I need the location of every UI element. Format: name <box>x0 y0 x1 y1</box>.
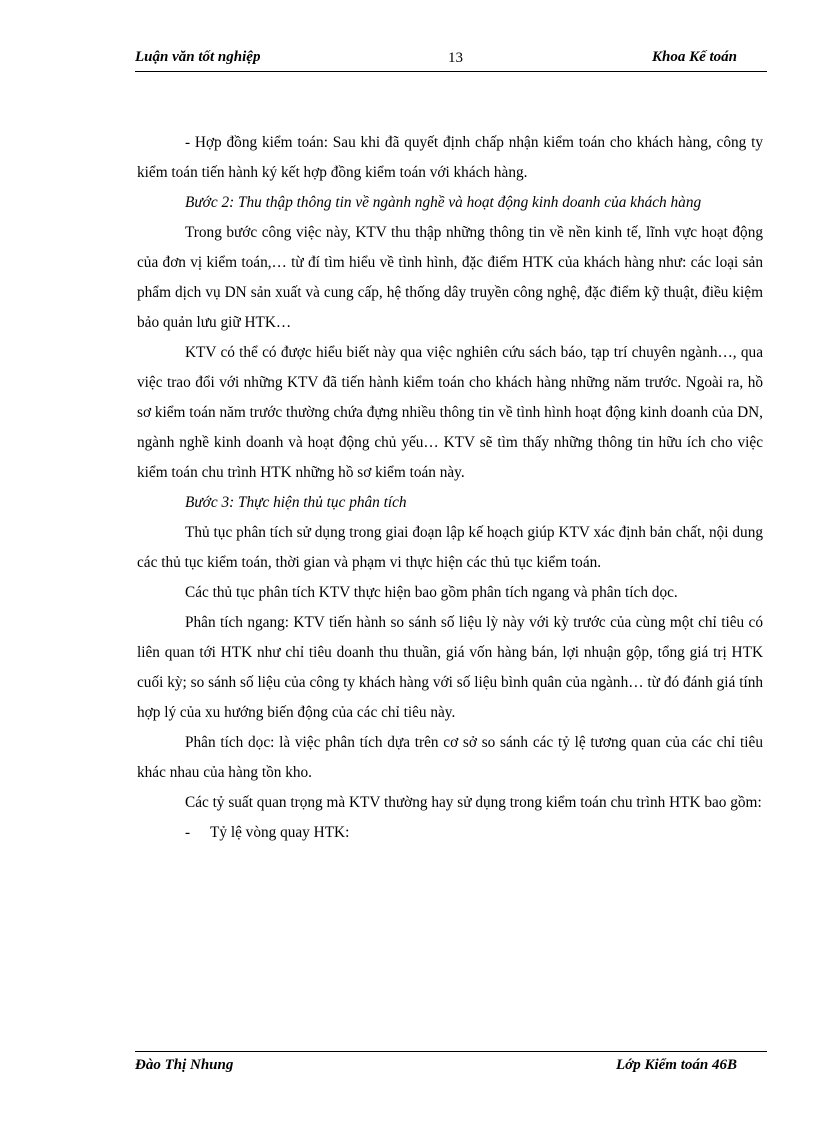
bullet-item <box>137 818 763 848</box>
header-thesis-title: Luận văn tốt nghiệp <box>135 49 261 65</box>
page-footer <box>135 1051 767 1082</box>
step-3-heading: Bước 3: Thực hiện thủ tục phân tích <box>185 494 407 511</box>
paragraph-analysis-purpose: Thủ tục phân tích sử dụng trong giai đoạn lập kế hoạch giúp KTV xác định bản chất, nội dung các thủ tục kiểm toán, thời gian và phạm vi thực hiện các thủ tục kiểm toán. <box>137 524 763 571</box>
footer-class: Lớp Kiểm toán 46B <box>616 1057 737 1073</box>
header-department: Khoa Kế toán <box>651 49 737 65</box>
paragraph-contract: - Hợp đồng kiểm toán: Sau khi đã quyết định chấp nhận kiểm toán cho khách hàng, công ty kiểm toán tiến hành ký kết hợp đồng kiểm toán với khách hàng. <box>137 134 763 181</box>
page-header <box>135 47 767 72</box>
paragraph-ktv-knowledge: KTV có thể có được hiểu biết này qua việc nghiên cứu sách báo, tạp trí chuyên ngành…, qua việc trao đổi với những KTV đã tiến hành kiểm toán cho khách hàng những năm trước. Ngoài ra, hồ sơ kiểm toán năm trước thường chứa đựng nhiều thông tin về tình hình hoạt động kinh doanh của DN, ngành nghề kinh doanh và hoạt động chủ yếu… KTV sẽ tìm thấy những thông tin hữu ích cho việc kiểm toán chu trình HTK những hồ sơ kiểm toán này. <box>137 344 763 481</box>
paragraph-key-ratios: Các tỷ suất quan trọng mà KTV thường hay sử dụng trong kiểm toán chu trình HTK bao gồm: <box>185 794 762 811</box>
paragraph-analysis-types: Các thủ tục phân tích KTV thực hiện bao gồm phân tích ngang và phân tích dọc. <box>185 584 678 601</box>
bullet-text: Tỷ lệ vòng quay HTK: <box>210 824 350 841</box>
bullet-dash: - <box>185 824 191 841</box>
step-2-heading: Bước 2: Thu thập thông tin về ngành nghề và hoạt động kinh doanh của khách hàng <box>185 194 702 211</box>
footer-author: Đào Thị Nhung <box>135 1057 234 1073</box>
paragraph-horizontal-analysis: Phân tích ngang: KTV tiến hành so sánh số liệu lỳ này với kỳ trước của cùng một chỉ tiêu có liên quan tới HTK như chỉ tiêu doanh thu thuần, giá vốn hàng bán, lợi nhuận gộp, tổng giá trị HTK cuối kỳ; so sánh số liệu của công ty khách hàng với số liệu bình quân của ngành… từ đó đánh giá tính hợp lý của xu hướng biến động của các chỉ tiêu này. <box>137 614 763 721</box>
paragraph-step2-intro: Trong bước công việc này, KTV thu thập những thông tin về nền kinh tế, lĩnh vực hoạt động của đơn vị kiểm toán,… từ đí tìm hiểu về tình hình, đặc điểm HTK của khách hàng như: các loại sản phẩm dịch vụ DN sản xuất và cung cấp, hệ thống dây truyền công nghệ, đặc điểm kỹ thuật, điều kiệm bảo quản lưu giữ HTK… <box>137 224 763 331</box>
document-body <box>137 128 763 848</box>
page-number: 13 <box>448 50 463 66</box>
paragraph-vertical-analysis: Phân tích dọc: là việc phân tích dựa trên cơ sở so sánh các tỷ lệ tương quan của các chỉ tiêu khác nhau của hàng tồn kho. <box>137 734 763 781</box>
